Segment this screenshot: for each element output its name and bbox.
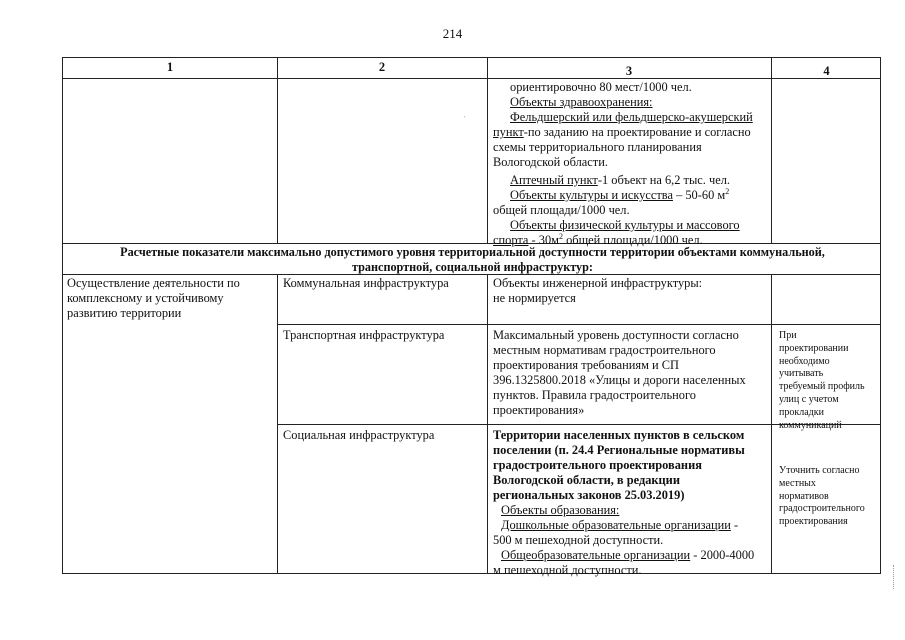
sport-rest-2: общей площади/1000 чел.: [563, 233, 703, 247]
col-header-4: 4: [823, 64, 830, 78]
sport-rest: - 30м: [528, 233, 559, 247]
transport-note-7: прокладки: [779, 406, 824, 418]
section-title-line-1: Расчетные показатели максимально допустимого уровня территориальной доступности территории объектами коммунальной,: [120, 245, 825, 259]
activity-type: [67, 276, 275, 321]
pharmacy-rest: -1 объект на 6,2 тыс. чел.: [597, 173, 730, 187]
pharmacy-link: Аптечный пункт: [510, 173, 598, 187]
social-bold-4: Вологодской области, в редакции: [493, 473, 680, 487]
school-line: [493, 548, 769, 563]
col-header-2: 2: [378, 60, 386, 74]
transport-name: Транспортная инфраструктура: [283, 328, 445, 342]
transport-text-2: местным нормативам градостроительного: [493, 343, 716, 357]
communal-text: [493, 276, 769, 306]
transport-text: [493, 328, 769, 418]
fap-rest-1: -по заданию на проектирование и согласно: [523, 125, 751, 139]
school-link: Общеобразовательные организации: [501, 548, 691, 562]
col-divider-1-top: [277, 58, 278, 243]
health-heading: Объекты здравоохранения:: [510, 95, 653, 109]
page-number: 214: [442, 26, 463, 41]
education-heading: Объекты образования:: [501, 503, 620, 517]
preschool-link: Дошкольные образовательные организации: [501, 518, 731, 532]
col-header-1: 1: [166, 60, 174, 74]
transport-text-5: пунктов. Правила градостроительного: [493, 388, 696, 402]
preschool-line: [493, 518, 769, 533]
school-rest-2: м пешеходной доступности.: [493, 563, 642, 577]
social-note-3: нормативов: [779, 490, 829, 502]
col-divider-3-top: [771, 58, 772, 243]
sport-link-2: спорта: [493, 233, 529, 247]
transport-note-8: коммуникаций: [779, 419, 842, 431]
fap-line-2: [493, 125, 771, 140]
social-note-5: проектирования: [779, 516, 848, 528]
social-bold-5: региональных законов 25.03.2019): [493, 488, 685, 502]
preschool-rest-2: 500 м пешеходной доступности.: [493, 533, 664, 547]
continued-requirements: [493, 80, 771, 248]
scan-margin-mark: [893, 565, 900, 589]
activity-line-3: развитию территории: [67, 306, 182, 320]
row-divider-communal: [277, 324, 880, 325]
sport-link-1: Объекты физической культуры и массового: [510, 218, 740, 232]
culture-sup: 2: [725, 186, 730, 196]
communal-text-1: Объекты инженерной инфраструктуры:: [493, 276, 703, 290]
fap-rest-3: Вологодской области.: [493, 155, 608, 169]
transport-text-4: 396.1325800.2018 «Улицы и дороги населенных: [493, 373, 746, 387]
transport-text-6: проектирования»: [493, 403, 585, 417]
places-norm-line: ориентировочно 80 мест/1000 чел.: [510, 80, 692, 94]
col-header-3: 3: [625, 64, 633, 78]
transport-note-6: улиц с учетом: [779, 393, 839, 405]
culture-line: [493, 188, 771, 203]
fap-line: [493, 110, 771, 125]
culture-rest-2: общей площади/1000 чел.: [493, 203, 630, 217]
social-bold-2: поселении (п. 24.4 Региональные нормативы: [493, 443, 745, 457]
transport-note-2: проектировании: [779, 342, 849, 354]
transport-text-1: Максимальный уровень доступности согласно: [493, 328, 739, 342]
section-title-line-2: транспортной, социальной инфраструктур:: [352, 260, 593, 274]
transport-note-5: требуемый профиль: [779, 381, 865, 393]
transport-note-1: При: [779, 330, 797, 341]
transport-text-3: проектирования требованиям и СП: [493, 358, 679, 372]
sport-sup: 2: [559, 231, 563, 241]
preschool-rest: -: [730, 518, 739, 532]
col-divider-3-bottom: [771, 274, 772, 574]
pharmacy-line: [493, 173, 771, 188]
scan-speck: ': [464, 116, 466, 122]
col-divider-2-bottom: [487, 274, 488, 574]
fap-link-text-2: пункт: [493, 125, 524, 139]
section-title: [63, 245, 882, 275]
social-note-2: местных: [779, 477, 816, 489]
culture-link: Объекты культуры и искусства: [510, 188, 673, 202]
social-note-1: Уточнить согласно: [779, 465, 860, 476]
fap-link-text: Фельдшерский или фельдшерско-акушерский: [510, 110, 753, 124]
transport-note-3: необходимо: [779, 355, 830, 367]
document-table: [62, 57, 881, 577]
social-bold-3: градостроительного проектирования: [493, 458, 702, 472]
social-note-4: градостроительного: [779, 503, 865, 515]
transport-note-4: учитывать: [779, 368, 824, 380]
social-text: [493, 428, 769, 578]
social-note: [779, 465, 879, 529]
communal-text-2: не нормируется: [493, 291, 576, 305]
col-divider-2-top: [487, 58, 488, 243]
social-bold-1: Территории населенных пунктов в сельском: [493, 428, 745, 442]
transport-note: [779, 330, 879, 432]
activity-line-1: Осуществление деятельности по: [67, 276, 240, 290]
col-divider-1-bottom: [277, 274, 278, 574]
culture-rest: – 50-60 м: [672, 188, 726, 202]
communal-name: Коммунальная инфраструктура: [283, 276, 449, 290]
sport-line: [493, 218, 771, 233]
school-rest: - 2000-4000: [690, 548, 755, 562]
social-name: Социальная инфраструктура: [283, 428, 435, 442]
activity-line-2: комплексному и устойчивому: [67, 291, 224, 305]
fap-rest-2: схемы территориального планирования: [493, 140, 702, 154]
